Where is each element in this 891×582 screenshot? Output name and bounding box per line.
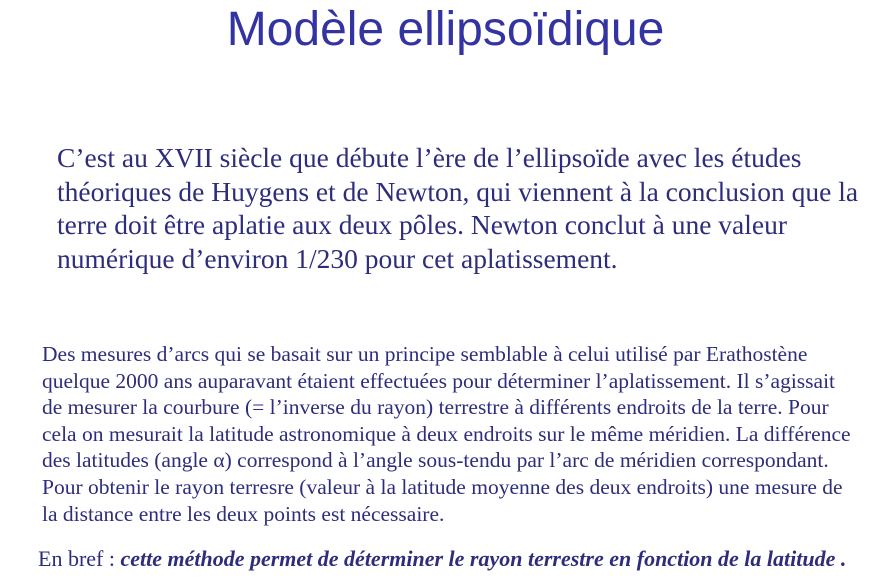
text-line: de mesurer la courbure (= l’inverse du rayon) terrestre à différents endroits de la terre. Pour — [42, 395, 829, 420]
text-line: numérique d’environ 1/230 pour cet aplatissement. — [57, 242, 618, 274]
body-paragraph — [42, 341, 872, 527]
text-line: Pour obtenir le rayon terresre (valeur à la latitude moyenne des deux endroits) une mesure de — [42, 474, 843, 499]
summary-emphasis: cette méthode permet de déterminer le rayon terrestre en fonction de la latitude . — [120, 546, 847, 571]
text-line: des latitudes (angle α) correspond à l’angle sous-tendu par l’arc de méridien correspondant. — [42, 448, 829, 473]
text-line: la distance entre les deux points est nécessaire. — [42, 501, 445, 526]
text-line: Des mesures d’arcs qui se basait sur un principe semblable à celui utilisé par Erathostène — [42, 342, 808, 366]
text-line: théoriques de Huygens et de Newton, qui viennent à la conclusion que la — [57, 175, 859, 207]
summary-prefix: En bref : — [38, 546, 121, 571]
intro-paragraph — [57, 141, 867, 275]
text-line: quelque 2000 ans auparavant étaient effectuées pour déterminer l’aplatissement. Il s’agissait — [42, 368, 836, 393]
summary-line — [38, 545, 878, 572]
text-line: terre doit être aplatie aux deux pôles. Newton conclut à une valeur — [57, 209, 787, 240]
text-line: cela on mesurait la latitude astronomique à deux endroits sur le même méridien. La différence — [42, 421, 851, 446]
slide-title: Modèle ellipsoïdique — [226, 3, 665, 56]
text-line: C’est au XVII siècle que débute l’ère de l’ellipsoïde avec les études — [57, 142, 802, 173]
